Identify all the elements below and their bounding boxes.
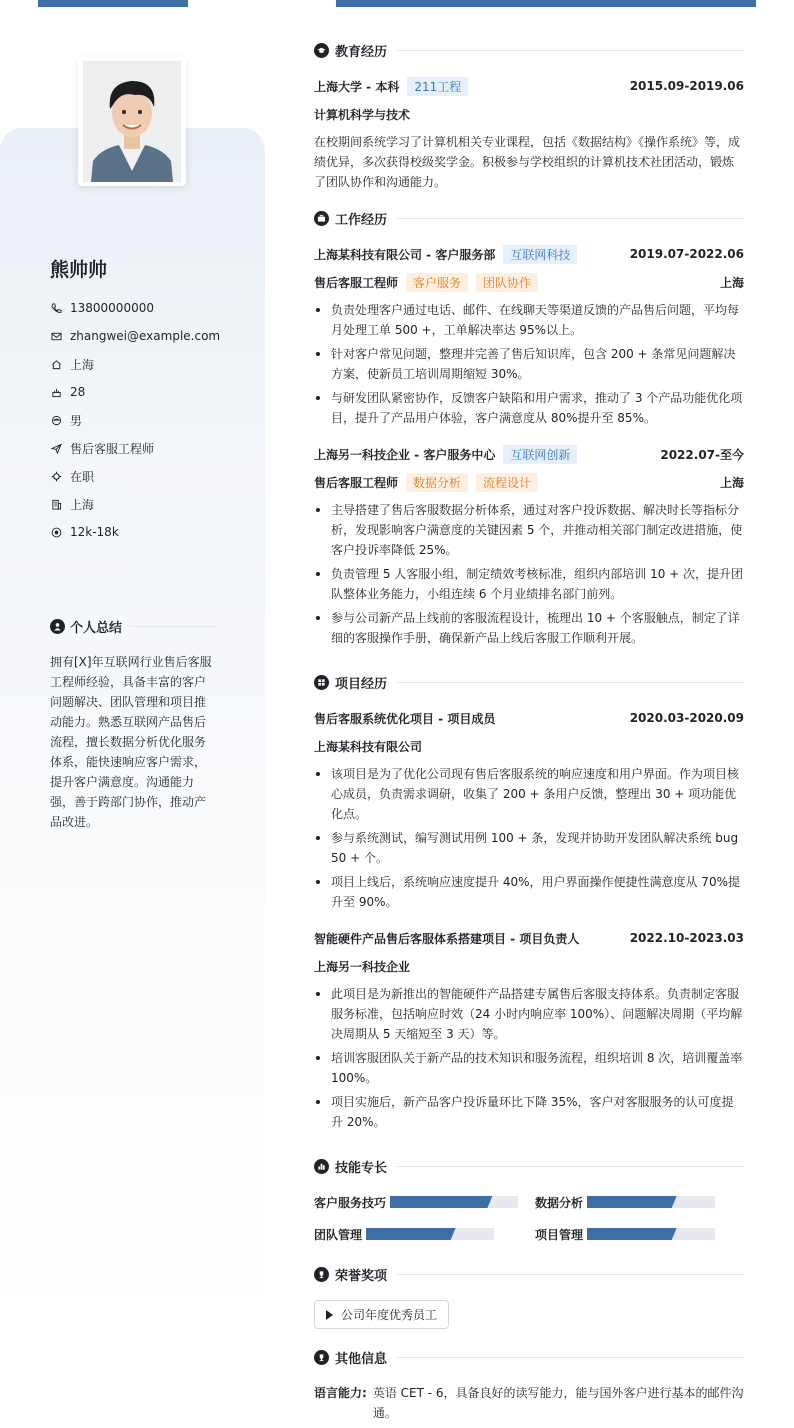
list-item: 针对客户常见问题，整理并完善了售后知识库，包含 200 + 条常见问题解决方案，使新员工培训周期缩短 30%。 bbox=[314, 344, 744, 384]
info-item-work-city bbox=[50, 490, 220, 518]
summary-title: 个人总结 bbox=[70, 621, 123, 636]
skill-name: 客户服务技巧 bbox=[314, 1195, 387, 1210]
section-divider bbox=[397, 1274, 744, 1275]
summary-section-header bbox=[50, 617, 216, 636]
info-text: 售后客服工程师 bbox=[70, 441, 155, 456]
skill-level-fill bbox=[587, 1196, 677, 1208]
top-accent-bar-right bbox=[336, 0, 756, 7]
grid-icon bbox=[314, 675, 329, 690]
user-icon bbox=[50, 619, 65, 634]
info-item-gender bbox=[50, 406, 220, 434]
skill-tag: 团队协作 bbox=[476, 273, 538, 292]
project-entry bbox=[314, 708, 744, 912]
skill-level-fill bbox=[390, 1196, 492, 1208]
project-company: 上海另一科技企业 bbox=[314, 959, 411, 974]
info-item-email bbox=[50, 322, 220, 350]
section-divider bbox=[397, 1357, 744, 1358]
language-label: 语言能力: bbox=[314, 1386, 367, 1400]
project-name: 售后客服系统优化项目 - 项目成员 bbox=[314, 711, 496, 726]
awards-section-header bbox=[314, 1264, 744, 1284]
avatar-photo bbox=[83, 61, 181, 182]
info-item-location bbox=[50, 350, 220, 378]
info-text: 上海 bbox=[70, 497, 95, 512]
work-section-header bbox=[314, 208, 744, 228]
age-icon bbox=[50, 386, 62, 398]
education-section-header bbox=[314, 40, 744, 60]
education-description: 在校期间系统学习了计算机相关专业课程，包括《数据结构》《操作系统》等，成绩优异，多次获得校级奖学金。积极参与学校组织的计算机技术社团活动，锻炼了团队协作和沟通能力。 bbox=[314, 135, 741, 189]
bar-chart-icon bbox=[314, 1159, 329, 1174]
section-divider bbox=[130, 626, 216, 627]
info-item-age bbox=[50, 378, 220, 406]
mail-icon bbox=[50, 330, 62, 342]
list-item: 参与系统测试，编写测试用例 100 + 条，发现并协助开发团队解决系统 bug 50 + 个。 bbox=[314, 828, 744, 868]
skills-grid bbox=[314, 1192, 744, 1244]
info-item-phone bbox=[50, 294, 220, 322]
salary-icon bbox=[50, 526, 62, 538]
list-item: 负责处理客户通过电话、邮件、在线聊天等渠道反馈的产品售后问题，平均每月处理工单 500 +，工单解决率达 95%以上。 bbox=[314, 300, 744, 340]
info-text: 12k-18k bbox=[70, 525, 119, 539]
info-item-status bbox=[50, 462, 220, 490]
summary-text: 拥有[X]年互联网行业售后客服工程师经验，具备丰富的客户问题解决、团队管理和项目推动能力。熟悉互联网产品售后流程，擅长数据分析优化服务体系，能快速响应客户需求，提升客户满意度。沟通能力强，善于跨部门协作，推动产品改进。 bbox=[50, 655, 212, 829]
language-text: 英语 CET - 6，具备良好的读写能力，能与国外客户进行基本的邮件沟通。 bbox=[372, 1386, 744, 1420]
list-item: 该项目是为了优化公司现有售后客服系统的响应速度和用户界面。作为项目核心成员，负责需求调研，收集了 200 + 条用户反馈，整理出 30 + 项功能优化点。 bbox=[314, 764, 744, 824]
list-item: 主导搭建了售后客服数据分析体系，通过对客户投诉数据、解决时长等指标分析，发现影响客户满意度的关键因素 5 个，并推动相关部门制定改进措施，使客户投诉率降低 25%。 bbox=[314, 500, 744, 560]
list-item: 参与公司新产品上线前的客服流程设计，梳理出 10 + 个客服触点，制定了详细的客服操作手册，确保新产品上线后客服工作顺利开展。 bbox=[314, 608, 744, 648]
list-item: 项目实施后，新产品客户投诉量环比下降 35%，客户对客服服务的认可度提升 20%。 bbox=[314, 1092, 744, 1132]
top-accent-bar-left bbox=[38, 0, 188, 7]
section-divider bbox=[397, 50, 744, 51]
list-item: 此项目是为新推出的智能硬件产品搭建专属售后客服支持体系。负责制定客服服务标准，包括响应时效（24 小时内响应率 100%）、问题解决周期（平均解决周期从 5 天缩短至 3 天）等。 bbox=[314, 984, 744, 1044]
project-name: 智能硬件产品售后客服体系搭建项目 - 项目负责人 bbox=[314, 931, 580, 946]
education-date: 2015.09-2019.06 bbox=[629, 79, 744, 93]
graduation-cap-icon bbox=[314, 43, 329, 58]
skill-tag: 客户服务 bbox=[406, 273, 468, 292]
skill-level-bar bbox=[390, 1196, 518, 1208]
play-icon bbox=[326, 1310, 333, 1320]
section-divider bbox=[397, 1166, 744, 1167]
gender-icon bbox=[50, 414, 62, 426]
send-icon bbox=[50, 442, 62, 454]
info-text: 28 bbox=[70, 385, 86, 399]
skill-item bbox=[314, 1192, 535, 1212]
phone-icon bbox=[50, 302, 62, 314]
person-name: 熊帅帅 bbox=[50, 259, 108, 281]
skills-title: 技能专长 bbox=[335, 1160, 388, 1176]
skill-name: 项目管理 bbox=[535, 1227, 584, 1242]
info-text: zhangwei@example.com bbox=[70, 329, 221, 343]
skill-tag: 数据分析 bbox=[406, 473, 468, 492]
other-title: 其他信息 bbox=[335, 1351, 388, 1367]
company-name: 上海某科技有限公司 - 客户服务部 bbox=[314, 247, 496, 262]
status-icon bbox=[50, 470, 62, 482]
main-content bbox=[314, 40, 744, 1423]
contact-info-list bbox=[50, 294, 220, 546]
skill-name: 团队管理 bbox=[314, 1227, 363, 1242]
skill-level-bar bbox=[587, 1196, 715, 1208]
company-name: 上海另一科技企业 - 客户服务中心 bbox=[314, 447, 496, 462]
education-row bbox=[314, 76, 744, 96]
briefcase-icon bbox=[314, 211, 329, 226]
list-item: 培训客服团队关于新产品的技术知识和服务流程，组织培训 8 次，培训覆盖率 100%。 bbox=[314, 1048, 744, 1088]
projects-title: 项目经历 bbox=[335, 676, 388, 692]
skill-tag: 流程设计 bbox=[476, 473, 538, 492]
section-divider bbox=[397, 218, 744, 219]
education-title: 教育经历 bbox=[335, 44, 388, 60]
skill-level-bar bbox=[366, 1228, 494, 1240]
industry-tag: 互联网创新 bbox=[503, 445, 577, 464]
work-city: 上海 bbox=[719, 475, 744, 490]
list-item: 与研发团队紧密协作，反馈客户缺陷和用户需求，推动了 3 个产品功能优化项目，提升了产品用户体验，客户满意度从 80%提升至 85%。 bbox=[314, 388, 744, 428]
info-text: 13800000000 bbox=[70, 301, 154, 315]
work-city: 上海 bbox=[719, 275, 744, 290]
building-icon bbox=[50, 498, 62, 510]
skill-item bbox=[535, 1192, 744, 1212]
list-item: 负责管理 5 人客服小组，制定绩效考核标准，组织内部培训 10 + 次，提升团队整体业务能力，小组连续 6 个月业绩排名部门前列。 bbox=[314, 564, 744, 604]
avatar bbox=[78, 57, 186, 186]
award-item[interactable] bbox=[314, 1300, 449, 1329]
work-entry bbox=[314, 244, 744, 428]
work-date: 2022.07-至今 bbox=[660, 447, 744, 462]
awards-title: 荣誉奖项 bbox=[335, 1268, 388, 1284]
job-role: 售后客服工程师 bbox=[314, 275, 399, 290]
skill-level-fill bbox=[587, 1228, 677, 1240]
language-row bbox=[314, 1383, 744, 1423]
work-bullets bbox=[314, 300, 744, 428]
school-name: 上海大学 - 本科 bbox=[314, 79, 400, 94]
list-item: 项目上线后，系统响应速度提升 40%，用户界面操作便捷性满意度从 70%提升至 90%。 bbox=[314, 872, 744, 912]
skill-name: 数据分析 bbox=[535, 1195, 584, 1210]
award-label: 公司年度优秀员工 bbox=[341, 1308, 438, 1322]
info-text: 上海 bbox=[70, 357, 95, 372]
trophy-icon bbox=[314, 1267, 329, 1282]
info-item-job bbox=[50, 434, 220, 462]
info-item-salary bbox=[50, 518, 220, 546]
project-company: 上海某科技有限公司 bbox=[314, 739, 423, 754]
info-text: 在职 bbox=[70, 469, 95, 484]
info-text: 男 bbox=[70, 413, 83, 428]
home-icon bbox=[50, 358, 62, 370]
project-bullets bbox=[314, 984, 744, 1132]
skills-section-header bbox=[314, 1156, 744, 1176]
work-bullets bbox=[314, 500, 744, 648]
project-entry bbox=[314, 928, 744, 1132]
skill-level-bar bbox=[587, 1228, 715, 1240]
major-name: 计算机科学与技术 bbox=[314, 107, 411, 122]
section-divider bbox=[397, 682, 744, 683]
industry-tag: 互联网科技 bbox=[503, 245, 577, 264]
skill-level-fill bbox=[366, 1228, 456, 1240]
project-bullets bbox=[314, 764, 744, 912]
job-role: 售后客服工程师 bbox=[314, 475, 399, 490]
major-row bbox=[314, 104, 744, 124]
other-section-header bbox=[314, 1347, 744, 1367]
work-title: 工作经历 bbox=[335, 212, 388, 228]
skill-item bbox=[535, 1224, 744, 1244]
school-tag: 211工程 bbox=[407, 77, 468, 96]
projects-section-header bbox=[314, 672, 744, 692]
project-date: 2022.10-2023.03 bbox=[629, 931, 744, 945]
work-entry bbox=[314, 444, 744, 648]
skill-item bbox=[314, 1224, 535, 1244]
info-icon bbox=[314, 1350, 329, 1365]
work-date: 2019.07-2022.06 bbox=[629, 247, 744, 261]
project-date: 2020.03-2020.09 bbox=[629, 711, 744, 725]
